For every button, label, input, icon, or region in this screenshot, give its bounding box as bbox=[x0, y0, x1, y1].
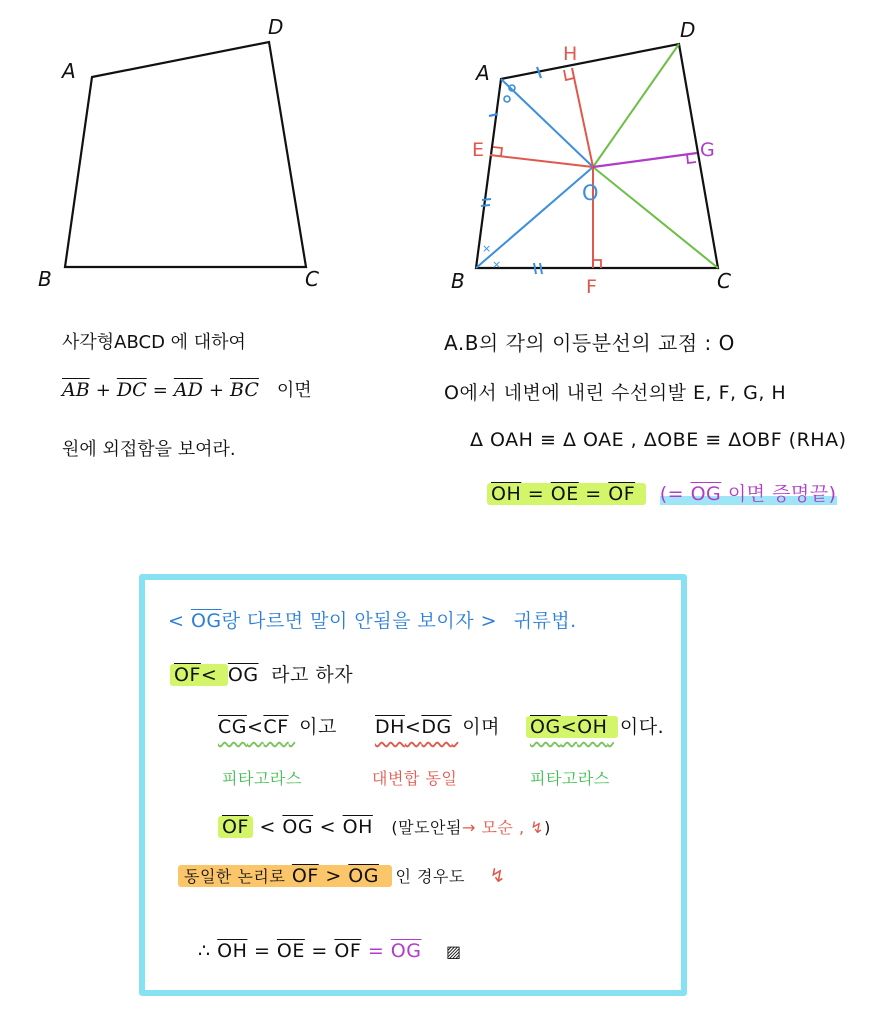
right-angle-mark-g bbox=[687, 154, 696, 163]
ineq3-rest: 이다. bbox=[619, 716, 665, 738]
chain-lt-1: < bbox=[259, 816, 276, 838]
conclusion-line bbox=[198, 940, 462, 962]
ineq3-seg-oh: OH bbox=[577, 716, 608, 738]
angle-mark-b-1: × bbox=[482, 242, 492, 255]
vertex-label-c: C bbox=[305, 267, 319, 291]
ineq2-seg-dg: DG bbox=[421, 716, 452, 738]
tick-bf-2 bbox=[540, 263, 542, 274]
qed-icon: ▨ bbox=[446, 942, 462, 961]
inequality-1 bbox=[218, 712, 337, 739]
point-label-h: H bbox=[563, 43, 578, 65]
note-eq-2: = bbox=[585, 483, 602, 505]
assume-seg-og: $\overline{OG}$ bbox=[227, 664, 259, 686]
concl-eq-1: = bbox=[253, 940, 271, 962]
note-line-2: O에서 네변에 내린 수선의발 E, F, G, H bbox=[444, 382, 787, 404]
bisector-bo bbox=[476, 167, 593, 268]
segment-oc bbox=[593, 167, 718, 268]
perpendicular-oh bbox=[572, 68, 593, 167]
similar-pre: 동일한 논리로 bbox=[184, 867, 286, 886]
plus-2: + bbox=[208, 380, 224, 401]
inequality-2 bbox=[375, 712, 500, 739]
bisector-ao bbox=[501, 79, 593, 167]
proof-title-rest: 랑 다르면 말이 안됨을 보이자 > bbox=[221, 610, 498, 632]
quadrilateral-abcd bbox=[65, 42, 306, 267]
ineq1-rest: 이고 bbox=[299, 716, 337, 738]
reason-3: 피타고라스 bbox=[530, 769, 610, 788]
note-equality-highlight bbox=[487, 483, 646, 505]
left-quadrilateral-figure bbox=[30, 10, 350, 300]
note-goal-seg-og: $\overline{OG}$ bbox=[690, 483, 722, 505]
concl-eq-3: = bbox=[367, 940, 385, 962]
similar-seg-og: $\overline{OG}$ bbox=[348, 865, 379, 887]
ineq2-lt: < bbox=[404, 716, 422, 738]
note-line-1-point: O bbox=[718, 331, 735, 355]
note-eq-1: = bbox=[527, 483, 545, 505]
similar-case-line bbox=[178, 864, 506, 887]
vertex-label-b: B bbox=[38, 267, 52, 291]
problem-line-1: 사각형ABCD 에 대하여 bbox=[62, 332, 246, 353]
note-seg-oh: $\overline{OH}$ bbox=[491, 483, 522, 505]
proof-title-seg: $\overline{OG}$ bbox=[190, 610, 222, 632]
ineq3-seg-og: OG bbox=[530, 716, 561, 738]
chain-arrow-contradiction: → 모순 , ↯ bbox=[461, 818, 545, 837]
similar-gt: > bbox=[325, 865, 342, 887]
chain-lt-2: < bbox=[319, 816, 337, 838]
similar-case-highlight bbox=[178, 865, 392, 887]
concl-eq-2: = bbox=[311, 940, 328, 962]
problem-line-2 bbox=[62, 376, 312, 402]
chain-seg-oh: $\overline{OH}$ bbox=[342, 816, 373, 838]
note-line-1-text: A.B의 각의 이등분선의 교점 : bbox=[444, 331, 719, 355]
concl-seg-oh: $\overline{OH}$ bbox=[217, 940, 248, 962]
similar-contradiction-mark: ↯ bbox=[489, 865, 506, 887]
note-goal-rest: 이면 증명끝) bbox=[727, 483, 837, 505]
tick-eb-1 bbox=[482, 199, 491, 200]
note-line-1 bbox=[444, 327, 735, 356]
point-label-e: E bbox=[472, 139, 485, 161]
ineq3-lt: < bbox=[560, 716, 578, 738]
segment-dc: $\overline{DC}$ bbox=[116, 379, 147, 401]
problem-line-2-suffix: 이면 bbox=[276, 380, 312, 401]
similar-post: 인 경우도 bbox=[395, 867, 465, 886]
note-goal-paren bbox=[660, 483, 837, 505]
concl-seg-of: $\overline{OF}$ bbox=[334, 940, 362, 962]
ineq1-seg-cg: CG bbox=[218, 716, 247, 738]
contradiction-chain bbox=[218, 815, 551, 838]
reason-1: 피타고라스 bbox=[222, 769, 302, 788]
concl-seg-og: $\overline{OG}$ bbox=[390, 940, 422, 962]
note-goal-open: (= bbox=[659, 483, 685, 505]
chain-paren-close: ) bbox=[544, 818, 551, 837]
point-label-o: O bbox=[582, 181, 599, 205]
segment-bc: $\overline{BC}$ bbox=[230, 379, 259, 401]
assume-rest: 라고 하자 bbox=[271, 664, 354, 686]
plus-1: + bbox=[95, 380, 111, 401]
vertex-label-d-right: D bbox=[680, 18, 696, 42]
equals: = bbox=[152, 380, 168, 401]
proof-title-open: < bbox=[168, 610, 185, 632]
tick-bf-1 bbox=[534, 263, 536, 274]
assume-seg-of: $\overline{OF}$ bbox=[174, 664, 201, 686]
note-seg-of: $\overline{OF}$ bbox=[608, 483, 636, 505]
therefore-symbol: ∴ bbox=[198, 940, 211, 962]
similar-seg-of: $\overline{OF}$ bbox=[291, 865, 319, 887]
note-line-3: Δ OAH ≡ Δ OAE , ΔOBE ≡ ΔOBF (RHA) bbox=[470, 429, 847, 451]
note-line-4 bbox=[487, 479, 837, 506]
ineq2-rest: 이며 bbox=[462, 716, 500, 738]
proof-assumption bbox=[170, 660, 353, 687]
assume-lt: < bbox=[200, 664, 218, 686]
ineq1-lt: < bbox=[247, 716, 264, 738]
point-label-g: G bbox=[700, 139, 715, 161]
note-seg-oe: $\overline{OE}$ bbox=[550, 483, 579, 505]
angle-mark-a-2 bbox=[504, 96, 510, 102]
angle-mark-b-2: × bbox=[492, 258, 502, 271]
vertex-label-c-right: C bbox=[717, 269, 731, 293]
segment-od bbox=[593, 44, 679, 167]
proof-title-method: 귀류법. bbox=[513, 610, 577, 632]
perpendicular-oe bbox=[490, 155, 593, 167]
tick-eb-2 bbox=[481, 205, 490, 206]
chain-seg-of: $\overline{OF}$ bbox=[218, 816, 253, 838]
problem-line-3: 원에 외접함을 보여라. bbox=[62, 439, 236, 460]
ineq2-seg-dh: DH bbox=[375, 716, 405, 738]
segment-ad: $\overline{AD}$ bbox=[173, 379, 203, 401]
concl-seg-oe: $\overline{OE}$ bbox=[276, 940, 305, 962]
reason-2: 대변합 동일 bbox=[372, 769, 458, 788]
inequality-3 bbox=[526, 712, 664, 739]
assumption-highlight bbox=[170, 664, 228, 686]
vertex-label-a-right: A bbox=[476, 61, 490, 85]
chain-paren-open: (말도안됨 bbox=[391, 818, 462, 837]
segment-ab: $\overline{AB}$ bbox=[62, 379, 90, 401]
vertex-label-d: D bbox=[268, 15, 284, 39]
perpendicular-og bbox=[593, 153, 697, 167]
ineq1-seg-cf: CF bbox=[263, 716, 289, 738]
vertex-label-b-right: B bbox=[451, 269, 465, 293]
vertex-label-a: A bbox=[62, 59, 76, 83]
right-construction-figure bbox=[440, 10, 770, 305]
proof-title bbox=[168, 606, 577, 633]
right-angle-mark-f bbox=[593, 260, 601, 268]
point-label-f: F bbox=[586, 276, 597, 298]
chain-seg-og: $\overline{OG}$ bbox=[282, 816, 314, 838]
